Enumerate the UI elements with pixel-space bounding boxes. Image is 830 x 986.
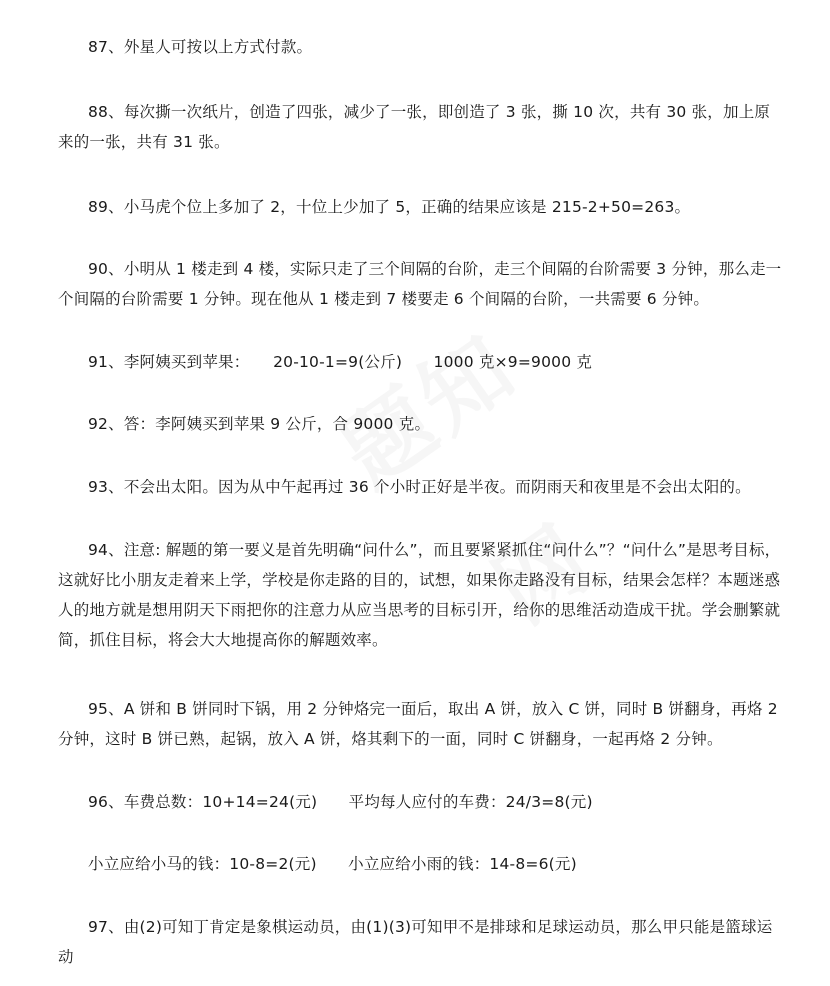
- paragraph-87: 87、外星人可按以上方式付款。: [88, 38, 313, 56]
- paragraph-96: 96、车费总数：10+14=24(元) 平均每人应付的车费：24/3=8(元): [88, 793, 593, 811]
- paragraph-92: 92、答：李阿姨买到苹果 9 公斤，合 9000 克。: [88, 415, 431, 433]
- paragraph-95: 95、A 饼和 B 饼同时下锅，用 2 分钟烙完一面后，取出 A 饼，放入 C 饼，同时 B 饼翻身，再烙 2 分钟，这时 B 饼已熟，起锅，放入 A 饼，烙其剩下的一面，同时 C 饼翻身，一起再烙 2 分钟。: [58, 700, 778, 748]
- paragraph-94: 94、注意: 解题的第一要义是首先明确“问什么”，而且要紧紧抓住“问什么”？“问什么”是思考目标，这就好比小朋友走着来上学，学校是你走路的目的，试想，如果你走路没有目标，结果会怎样？本题迷惑人的地方就是想用阴天下雨把你的注意力从应当思考的目标引开，给你的思维活动造成干扰。学会删繁就简，抓住目标，将会大大地提高你的解题效率。: [58, 541, 781, 649]
- paragraph-89: 89、小马虎个位上多加了 2，十位上少加了 5，正确的结果应该是 215-2+50=263。: [88, 198, 691, 216]
- paragraph-93: 93、不会出太阳。因为从中午起再过 36 个小时正好是半夜。而阴雨天和夜里是不会出太阳的。: [88, 478, 751, 496]
- paragraph-91: 91、李阿姨买到苹果： 20-10-1=9(公斤) 1000 克×9=9000 克: [88, 353, 593, 371]
- paragraph-97: 97、由(2)可知丁肯定是象棋运动员，由(1)(3)可知甲不是排球和足球运动员，那么甲只能是篮球运动: [58, 918, 773, 966]
- paragraph-96-continued: 小立应给小马的钱：10-8=2(元) 小立应给小雨的钱：14-8=6(元): [88, 855, 577, 873]
- paragraph-90: 90、小明从 1 楼走到 4 楼，实际只走了三个间隔的台阶，走三个间隔的台阶需要 3 分钟，那么走一个间隔的台阶需要 1 分钟。现在他从 1 楼走到 7 楼要走 6 个间隔的台阶，一共需要 6 分钟。: [58, 260, 782, 308]
- paragraph-88: 88、每次撕一次纸片，创造了四张，减少了一张，即创造了 3 张，撕 10 次，共有 30 张，加上原来的一张，共有 31 张。: [58, 103, 771, 151]
